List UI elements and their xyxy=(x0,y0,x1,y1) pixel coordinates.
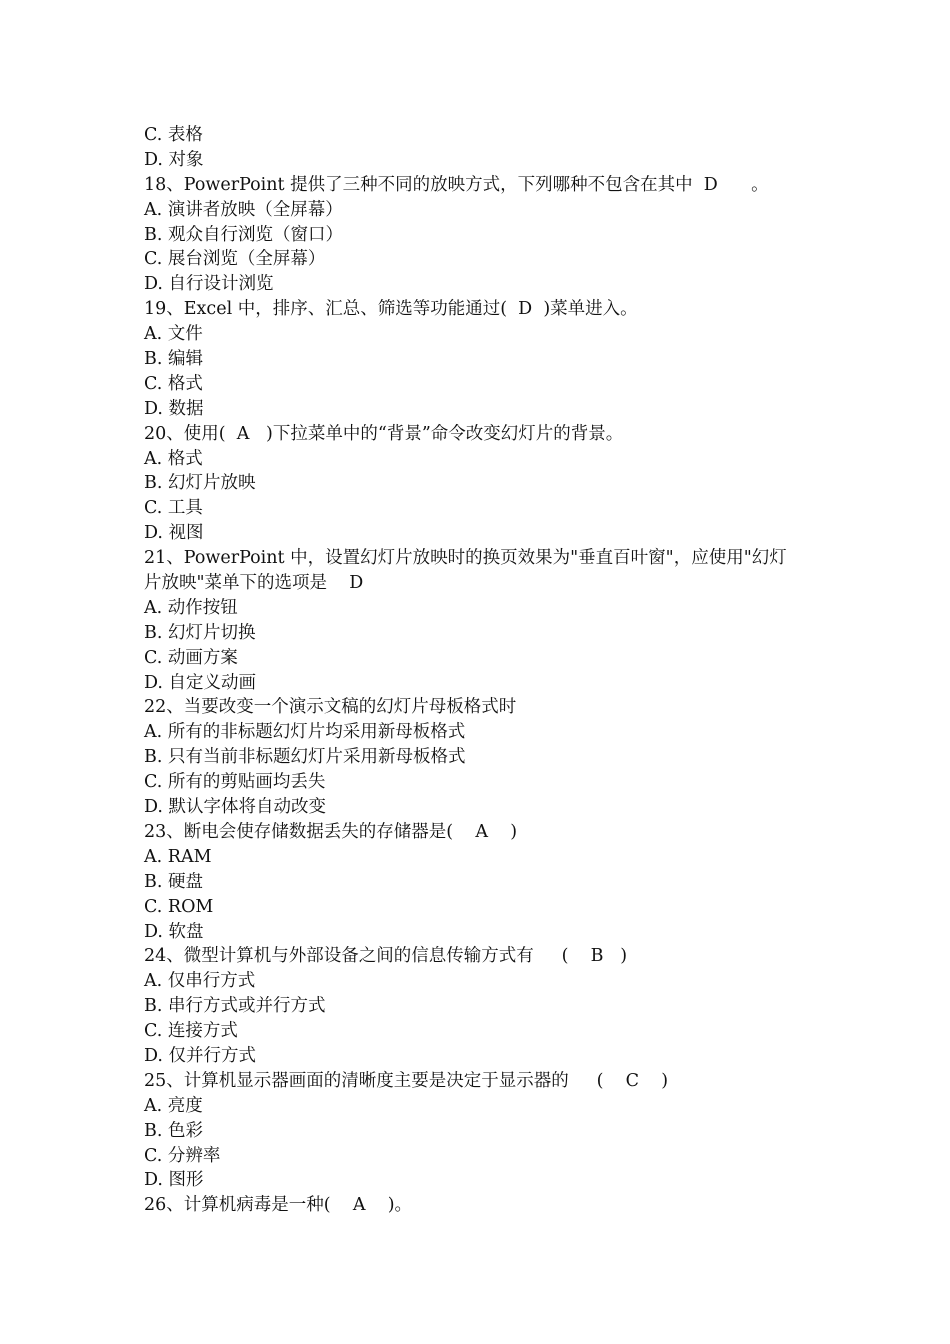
option-d: D. 自行设计浏览 xyxy=(144,274,274,295)
question-24: 24、微型计算机与外部设备之间的信息传输方式有 ( B ) xyxy=(144,946,628,967)
option-c: C. ROM xyxy=(144,896,214,917)
option-a: A. 动作按钮 xyxy=(144,597,238,618)
question-23: 23、断电会使存储数据丢失的存储器是( A ) xyxy=(144,821,518,842)
question-22: 22、当要改变一个演示文稿的幻灯片母板格式时 xyxy=(144,697,517,718)
question-20: 20、使用( A )下拉菜单中的“背景”命令改变幻灯片的背景。 xyxy=(144,423,624,444)
option-b: B. 硬盘 xyxy=(144,871,203,892)
option-c: C. 工具 xyxy=(144,498,203,519)
option-a: A. 仅串行方式 xyxy=(144,971,256,992)
option-c: C. 表格 xyxy=(144,125,203,145)
document-body xyxy=(144,123,814,1218)
option-a: A. 亮度 xyxy=(144,1095,203,1116)
question-26: 26、计算机病毒是一种( A )。 xyxy=(144,1195,413,1216)
option-d: D. 图形 xyxy=(144,1170,204,1191)
option-d: D. 数据 xyxy=(144,398,204,419)
option-b: B. 幻灯片切换 xyxy=(144,622,256,643)
option-d: D. 自定义动画 xyxy=(144,672,257,693)
option-a: A. 文件 xyxy=(144,324,203,345)
option-b: B. 串行方式或并行方式 xyxy=(144,996,326,1017)
option-b: B. 观众自行浏览（窗口） xyxy=(144,224,343,245)
option-c: C. 分辨率 xyxy=(144,1145,221,1166)
option-c: C. 展台浏览（全屏幕） xyxy=(144,249,326,270)
option-c: C. 格式 xyxy=(144,373,203,394)
option-d: D. 软盘 xyxy=(144,921,204,942)
option-c: C. 动画方案 xyxy=(144,647,238,668)
option-c: C. 连接方式 xyxy=(144,1021,238,1042)
option-c: C. 所有的剪贴画均丢失 xyxy=(144,772,326,793)
option-a: A. 所有的非标题幻灯片均采用新母板格式 xyxy=(144,722,466,743)
question-21-continued: 片放映"菜单下的选项是 D xyxy=(144,573,364,594)
question-21: 21、PowerPoint 中，设置幻灯片放映时的换页效果为"垂直百叶窗"，应使用"幻灯 xyxy=(144,548,787,569)
option-a: A. 格式 xyxy=(144,448,203,469)
option-a: A. RAM xyxy=(144,846,212,867)
option-b: B. 只有当前非标题幻灯片采用新母板格式 xyxy=(144,747,466,768)
option-d: D. 视图 xyxy=(144,523,204,544)
option-d: D. 仅并行方式 xyxy=(144,1045,257,1066)
option-a: A. 演讲者放映（全屏幕） xyxy=(144,199,343,220)
option-d: D. 对象 xyxy=(144,149,204,170)
question-19: 19、Excel 中，排序、汇总、筛选等功能通过( D )菜单进入。 xyxy=(144,299,638,320)
option-d: D. 默认字体将自动改变 xyxy=(144,797,327,818)
option-b: B. 幻灯片放映 xyxy=(144,473,256,494)
option-b: B. 色彩 xyxy=(144,1120,203,1141)
question-18: 18、PowerPoint 提供了三种不同的放映方式，下列哪种不包含在其中 D 。 xyxy=(144,174,769,195)
question-25: 25、计算机显示器画面的清晰度主要是决定于显示器的 ( C ) xyxy=(144,1070,669,1091)
option-b: B. 编辑 xyxy=(144,349,203,370)
